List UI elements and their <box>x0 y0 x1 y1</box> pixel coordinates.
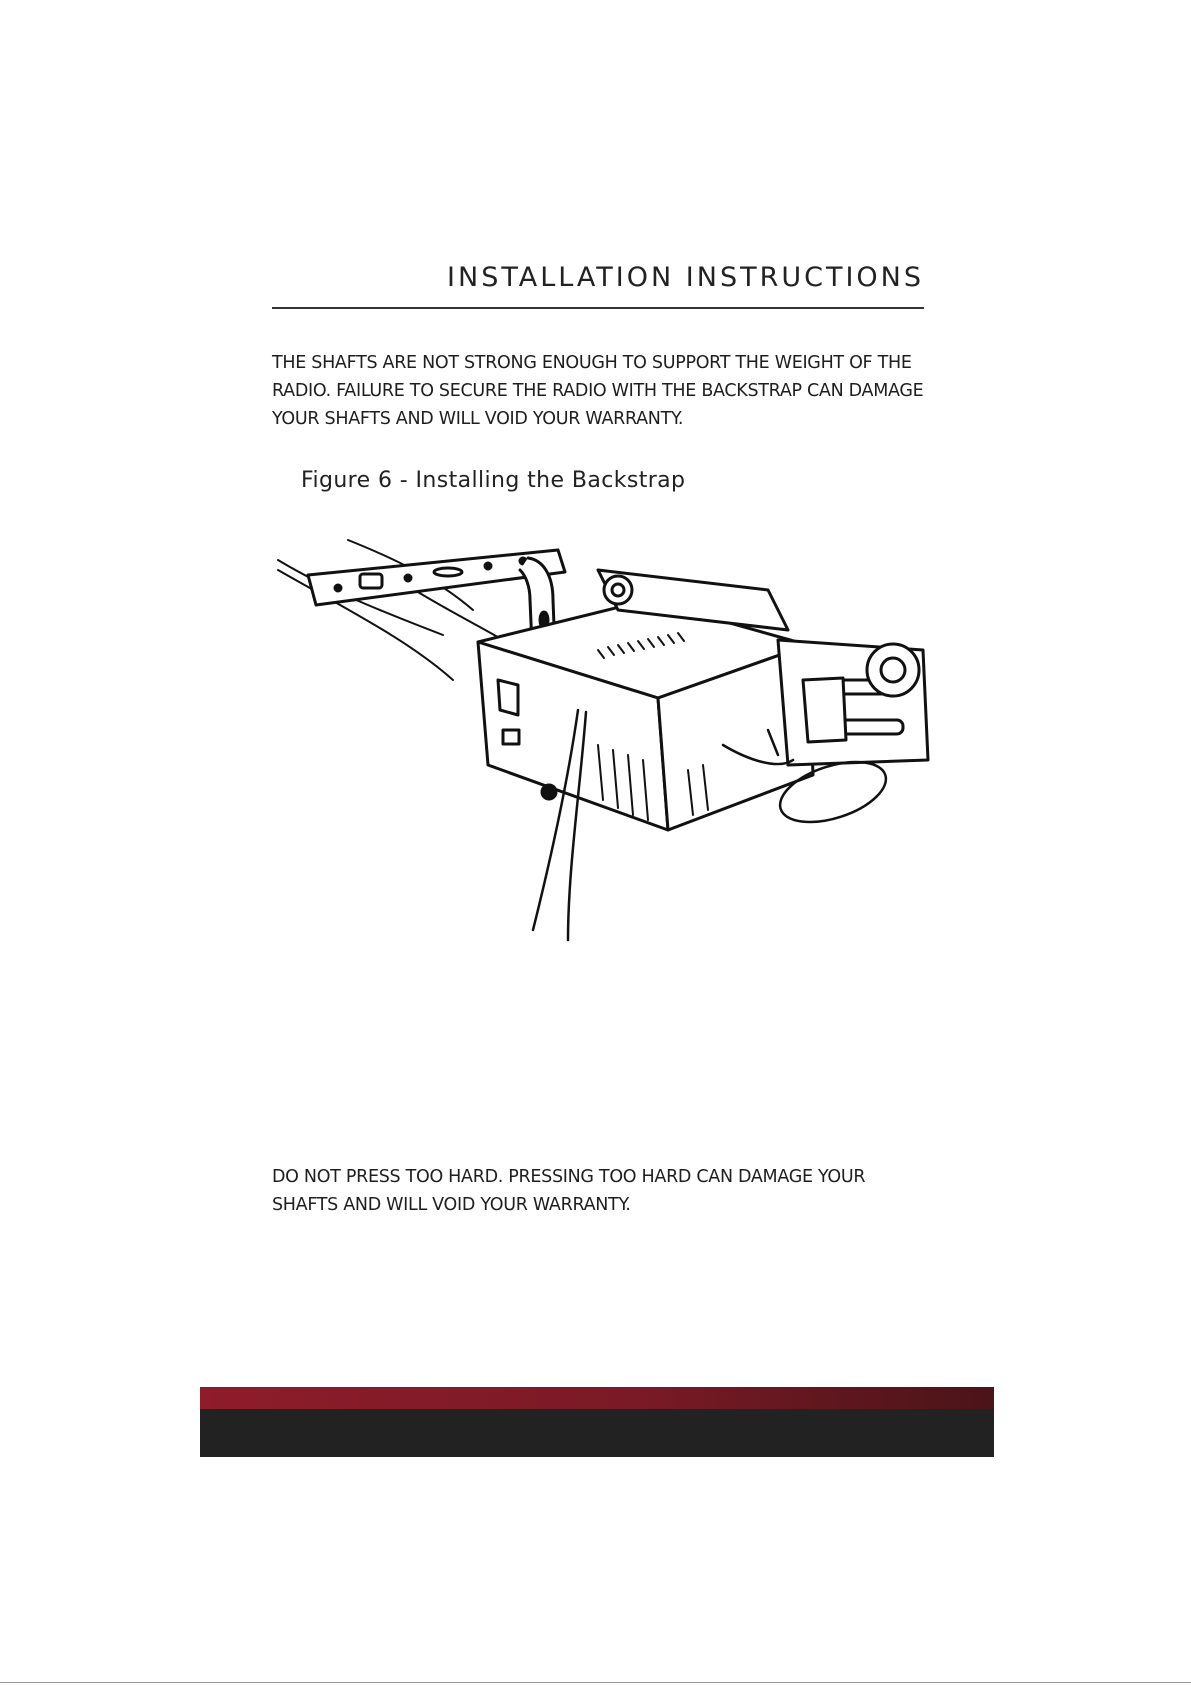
figure-caption: Figure 6 - Installing the Backstrap <box>301 468 686 493</box>
header-divider <box>272 307 924 309</box>
backstrap-installation-illustration <box>268 530 940 960</box>
pressure-warning: DO NOT PRESS TOO HARD. PRESSING TOO HARD CAN DAMAGE YOUR SHAFTS AND WILL VOID YOUR WARRANTY. <box>272 1167 866 1215</box>
footer-accent-band <box>200 1387 994 1409</box>
page-edge-line <box>0 1682 1191 1683</box>
page-title: INSTALLATION INSTRUCTIONS <box>447 262 924 293</box>
backstrap-warning: THE SHAFTS ARE NOT STRONG ENOUGH TO SUPPORT THE WEIGHT OF THE RADIO. FAILURE TO SECURE THE RADIO WITH THE BACKSTRAP CAN DAMAGE YOUR SHAFTS AND WILL VOID YOUR WARRANTY. <box>272 353 924 429</box>
footer-dark-band <box>200 1409 994 1457</box>
